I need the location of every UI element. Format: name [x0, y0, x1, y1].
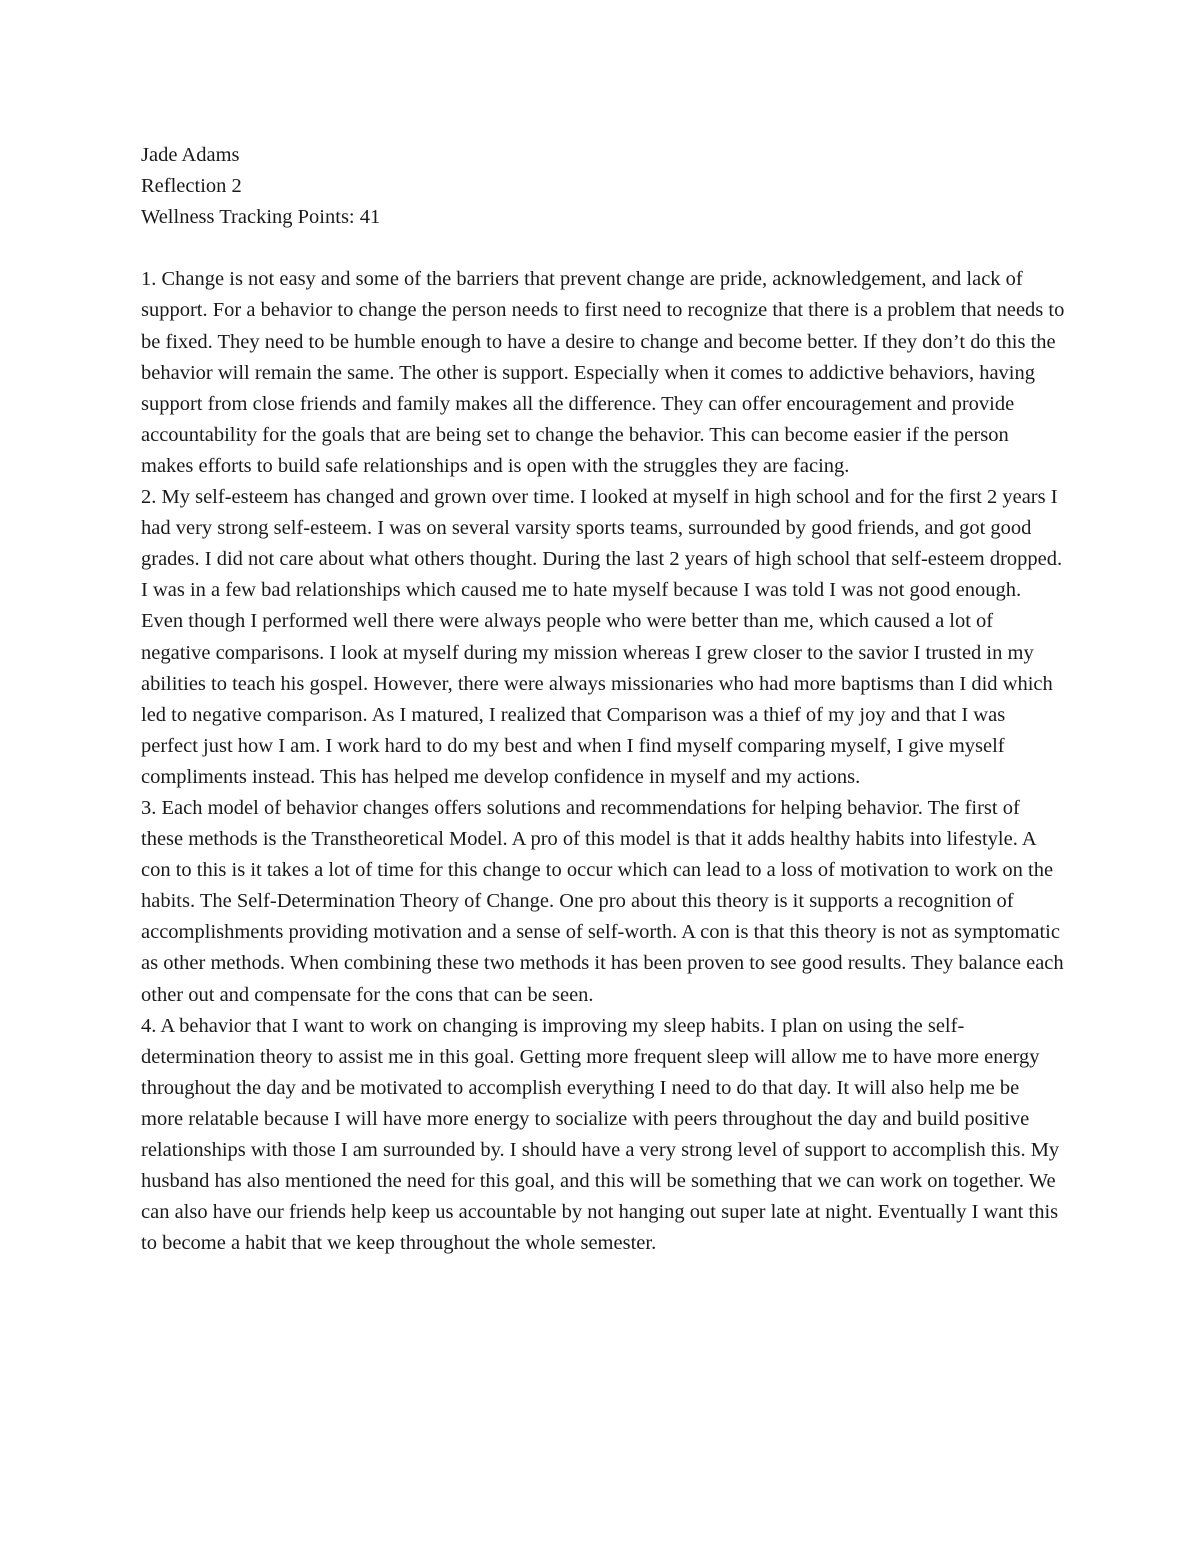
paragraph-2: 2. My self-esteem has changed and grown over time. I looked at myself in high school and for the first 2 years I had very strong self-esteem. I was on several varsity sports teams, surrounded by good friends, and got good grades. I did not care about what others thought. During the last 2 years of high school that self-esteem dropped. I was in a few bad relationships which caused me to hate myself because I was told I was not good enough. Even though I performed well there were always people who were better than me, which caused a lot of negative comparisons. I look at myself during my mission whereas I grew closer to the savior I trusted in my abilities to teach his gospel. However, there were always missionaries who had more baptisms than I did which led to negative comparison. As I matured, I realized that Comparison was a thief of my joy and that I was perfect just how I am. I work hard to do my best and when I find myself comparing myself, I give myself compliments instead. This has helped me develop confidence in myself and my actions.: [141, 486, 1063, 788]
paragraph-3: 3. Each model of behavior changes offers solutions and recommendations for helping behavior. The first of these methods is the Transtheoretical Model. A pro of this model is that it adds healthy habits into lifestyle. A con to this is it takes a lot of time for this change to occur which can lead to a loss of motivation to work on the habits. The Self-Determination Theory of Change. One pro about this theory is it supports a recognition of accomplishments providing motivation and a sense of self-worth. A con is that this theory is not as symptomatic as other methods. When combining these two methods it has been proven to see good results. They balance each other out and compensate for the cons that can be seen.: [141, 796, 1064, 1006]
blank-line: [141, 233, 1066, 264]
paragraph-4: 4. A behavior that I want to work on changing is improving my sleep habits. I plan on using the self-determination theory to assist me in this goal. Getting more frequent sleep will allow me to have more energy throughout the day and be motivated to accomplish everything I need to do that day. It will also help me be more relatable because I will have more energy to socialize with peers throughout the day and build positive relationships with those I am surrounded by. I should have a very strong level of support to accomplish this. My husband has also mentioned the need for this goal, and this will be something that we can work on together. We can also have our friends help keep us accountable by not hanging out super late at night. Eventually I want this to become a habit that we keep throughout the whole semester.: [141, 1014, 1060, 1255]
paragraph-1: 1. Change is not easy and some of the barriers that prevent change are pride, acknowledgement, and lack of support. For a behavior to change the person needs to first need to recognize that there is a problem that needs to be fixed. They need to be humble enough to have a desire to change and become better. If they don’t do this the behavior will remain the same. The other is support. Especially when it comes to addictive behaviors, having support from close friends and family makes all the difference. They can offer encouragement and provide accountability for the goals that are being set to change the behavior. This can become easier if the person makes efforts to build safe relationships and is open with the struggles they are facing.: [141, 268, 1065, 477]
author-name: Jade Adams: [141, 144, 240, 166]
document-title: Reflection 2: [141, 175, 242, 198]
points-line: Wellness Tracking Points: 41: [141, 206, 381, 229]
document-body: [141, 140, 1066, 1259]
